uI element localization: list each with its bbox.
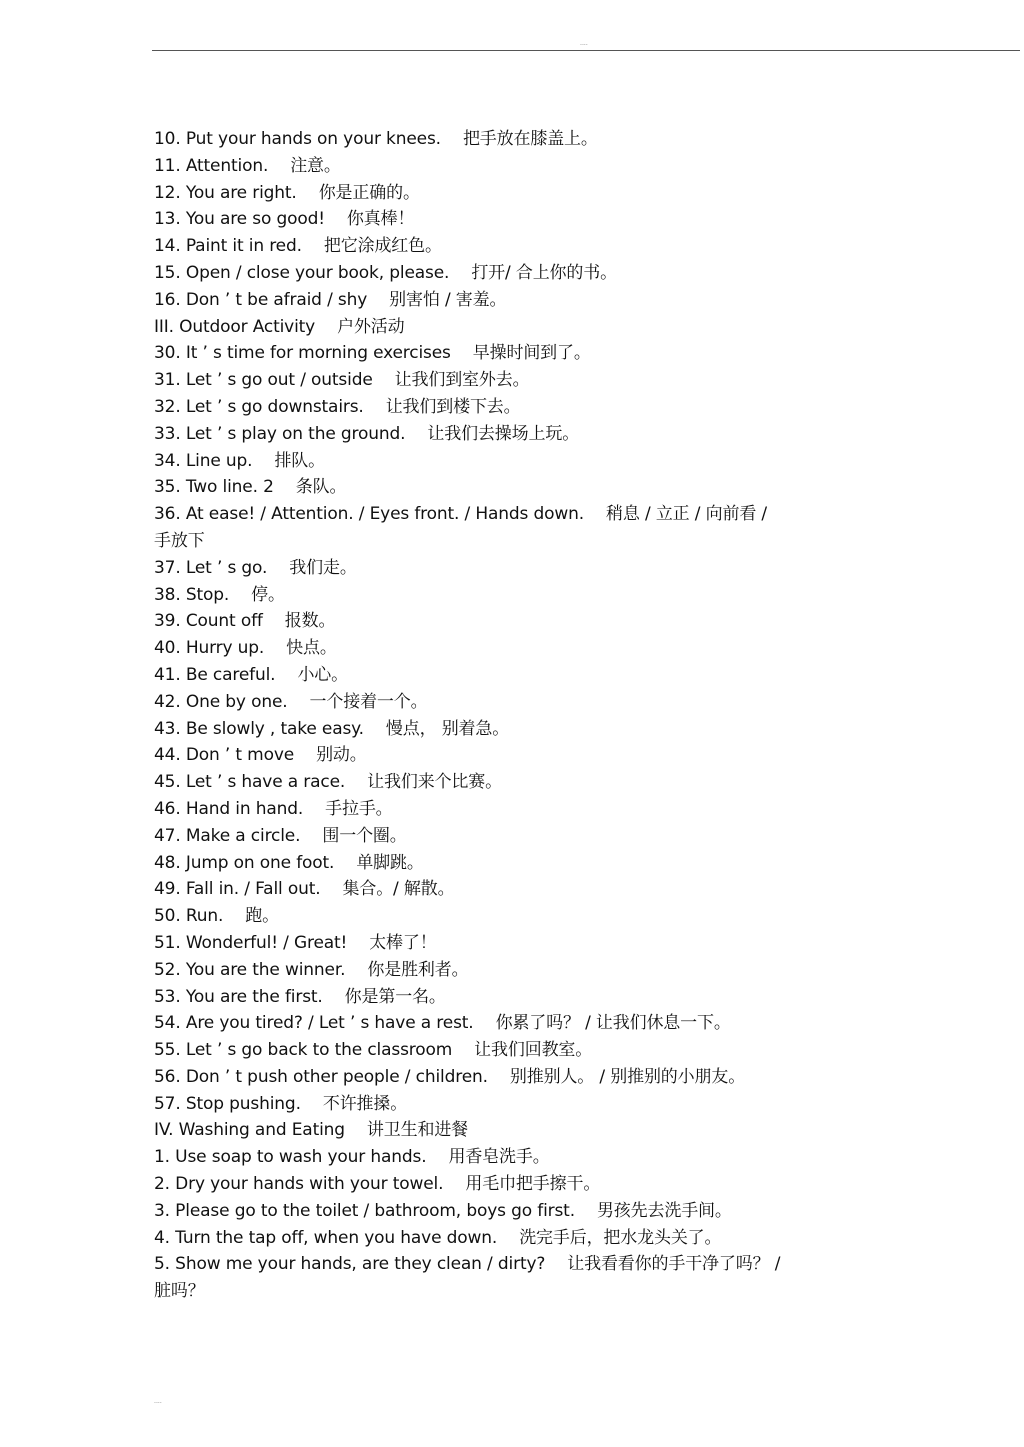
english-phrase: 55. Let ’ s go back to the classroom: [154, 1040, 453, 1061]
english-phrase: 57. Stop pushing.: [154, 1093, 301, 1114]
english-phrase: 54. Are you tired? / Let ’ s have a rest.: [154, 1013, 474, 1034]
chinese-translation: 把它涂成红色。: [323, 236, 442, 257]
document-line: [154, 716, 874, 743]
english-phrase: 1. Use soap to wash your hands.: [154, 1147, 427, 1168]
header-dots: ....: [580, 40, 588, 47]
chinese-translation: 别推别人。 / 别推别的小朋友。: [509, 1066, 746, 1087]
chinese-translation: 别害怕 / 害羞。: [389, 289, 507, 310]
english-phrase: 42. One by one.: [154, 691, 288, 712]
english-phrase: 47. Make a circle.: [154, 825, 301, 846]
document-line: [154, 796, 874, 823]
english-phrase: 49. Fall in. / Fall out.: [154, 879, 321, 900]
document-line: [154, 1091, 874, 1118]
chinese-translation: 把手放在膝盖上。: [462, 129, 598, 149]
chinese-translation: 户外活动: [337, 316, 405, 337]
document-line: [154, 930, 874, 957]
english-phrase: III. Outdoor Activity: [154, 316, 316, 337]
english-phrase: 14. Paint it in red.: [154, 236, 302, 257]
english-phrase: 43. Be slowly , take easy.: [154, 718, 364, 739]
document-line: [154, 1037, 874, 1064]
english-phrase: 2. Dry your hands with your towel.: [154, 1174, 444, 1195]
chinese-translation: 让我们到室外去。: [394, 370, 530, 391]
document-line: [154, 153, 874, 180]
english-phrase: 50. Run.: [154, 906, 224, 927]
document-line: [154, 903, 874, 930]
english-phrase: 46. Hand in hand.: [154, 798, 304, 819]
chinese-translation: 快点。: [286, 638, 337, 659]
english-phrase: 11. Attention.: [154, 155, 269, 176]
chinese-translation: 你是胜利者。: [367, 959, 469, 980]
english-phrase: 36. At ease! / Attention. / Eyes front. / Hands down.: [154, 504, 585, 525]
chinese-translation: 讲卫生和进餐: [366, 1120, 469, 1141]
english-phrase: 53. You are the first.: [154, 986, 323, 1007]
document-line: [154, 233, 874, 260]
chinese-translation: 不许推搡。: [322, 1093, 408, 1114]
english-phrase: 13. You are so good!: [154, 209, 325, 230]
chinese-translation: 慢点， 别着急。: [385, 718, 510, 739]
document-line: [154, 394, 874, 421]
chinese-translation: 手放下: [154, 530, 205, 551]
chinese-translation: 稍息 / 立正 / 向前看 /: [606, 504, 767, 525]
document-line: [154, 1278, 874, 1305]
document-line: [154, 635, 874, 662]
document-line: [154, 206, 874, 233]
document-line: [154, 501, 874, 528]
document-line: [154, 448, 874, 475]
chinese-translation: 围一个圈。: [322, 825, 407, 846]
chinese-translation: 用香皂洗手。: [448, 1147, 550, 1168]
english-phrase: 32. Let ’ s go downstairs.: [154, 396, 364, 417]
chinese-translation: 跑。: [245, 906, 279, 927]
english-phrase: 10. Put your hands on your knees.: [154, 129, 441, 149]
document-line: [154, 1198, 874, 1225]
document-line: [154, 555, 874, 582]
chinese-translation: 让我们回教室。: [474, 1040, 593, 1061]
chinese-translation: 脏吗？: [154, 1281, 205, 1302]
document-line: [154, 1225, 874, 1252]
chinese-translation: 你真棒！: [346, 209, 415, 230]
document-line: [154, 340, 874, 367]
document-line: [154, 984, 874, 1011]
english-phrase: 5. Show me your hands, are they clean / dirty?: [154, 1254, 546, 1275]
document-line: [154, 421, 874, 448]
chinese-translation: 用毛巾把手擦干。: [465, 1174, 601, 1195]
english-phrase: 52. You are the winner.: [154, 959, 346, 980]
english-phrase: 51. Wonderful! / Great!: [154, 932, 348, 953]
english-phrase: 34. Line up.: [154, 450, 253, 471]
document-line: [154, 367, 874, 394]
document-line: [154, 1251, 874, 1278]
document-line: [154, 876, 874, 903]
english-phrase: 41. Be careful.: [154, 664, 276, 685]
english-phrase: 33. Let ’ s play on the ground.: [154, 423, 406, 444]
english-phrase: 12. You are right.: [154, 182, 297, 203]
chinese-translation: 让我们到楼下去。: [385, 396, 521, 417]
document-line: [154, 528, 874, 555]
english-phrase: 40. Hurry up.: [154, 638, 265, 659]
document-line: [154, 823, 874, 850]
english-phrase: 30. It ’ s time for morning exercises: [154, 343, 451, 364]
document-line: [154, 957, 874, 984]
document-line: [154, 850, 874, 877]
document-line: [154, 582, 874, 609]
chinese-translation: 排队。: [274, 450, 326, 471]
english-phrase: 37. Let ’ s go.: [154, 557, 268, 578]
chinese-translation: 别动。: [316, 745, 367, 766]
document-line: [154, 608, 874, 635]
english-phrase: 35. Two line. 2: [154, 477, 274, 498]
english-phrase: 48. Jump on one foot.: [154, 852, 335, 873]
chinese-translation: 早操时间到了。: [472, 343, 591, 364]
chinese-translation: 报数。: [284, 611, 336, 632]
chinese-translation: 手拉手。: [325, 798, 393, 819]
chinese-translation: 注意。: [290, 155, 341, 176]
english-phrase: 15. Open / close your book, please.: [154, 262, 450, 283]
english-phrase: IV. Washing and Eating: [154, 1120, 345, 1141]
english-phrase: 4. Turn the tap off, when you have down.: [154, 1227, 498, 1248]
document-line: [154, 260, 874, 287]
english-phrase: 16. Don ’ t be afraid / shy: [154, 289, 368, 310]
document-body: [154, 126, 874, 1305]
document-line: [154, 742, 874, 769]
chinese-translation: 打开/ 合上你的书。: [471, 262, 617, 283]
chinese-translation: 集合。/ 解散。: [342, 879, 455, 900]
chinese-translation: 让我们来个比赛。: [367, 772, 502, 793]
document-line: [154, 1010, 874, 1037]
document-line: [154, 126, 874, 153]
english-phrase: 31. Let ’ s go out / outside: [154, 370, 373, 391]
chinese-translation: 太棒了！: [369, 932, 437, 953]
chinese-translation: 让我看看你的手干净了吗？ /: [567, 1254, 781, 1275]
document-line: [154, 1144, 874, 1171]
english-phrase: 44. Don ’ t move: [154, 745, 295, 766]
english-phrase: 3. Please go to the toilet / bathroom, boys go first.: [154, 1200, 575, 1221]
chinese-translation: 一个接着一个。: [309, 691, 428, 712]
chinese-translation: 停。: [251, 584, 285, 605]
chinese-translation: 我们走。: [289, 557, 357, 578]
chinese-translation: 让我们去操场上玩。: [427, 423, 580, 444]
document-line: [154, 474, 874, 501]
footer-dots: ....: [154, 1398, 162, 1405]
document-line: [154, 689, 874, 716]
document-line: [154, 180, 874, 207]
chinese-translation: 你累了吗？ / 让我们休息一下。: [495, 1013, 731, 1034]
english-phrase: 56. Don ’ t push other people / children.: [154, 1066, 488, 1087]
chinese-translation: 你是第一名。: [344, 986, 446, 1007]
english-phrase: 45. Let ’ s have a race.: [154, 772, 346, 793]
chinese-translation: 单脚跳。: [356, 852, 424, 873]
document-line: [154, 769, 874, 796]
chinese-translation: 洗完手后，把水龙头关了。: [519, 1227, 722, 1248]
english-phrase: 38. Stop.: [154, 584, 230, 605]
document-line: [154, 1064, 874, 1091]
chinese-translation: 男孩先去洗手间。: [596, 1200, 732, 1221]
chinese-translation: 你是正确的。: [318, 182, 420, 203]
english-phrase: 39. Count off: [154, 611, 263, 632]
header-rule: [152, 50, 1020, 51]
document-line: [154, 314, 874, 341]
document-line: [154, 1117, 874, 1144]
chinese-translation: 条队。: [295, 477, 347, 498]
document-line: [154, 1171, 874, 1198]
document-line: [154, 662, 874, 689]
chinese-translation: 小心。: [297, 664, 349, 685]
document-line: [154, 287, 874, 314]
